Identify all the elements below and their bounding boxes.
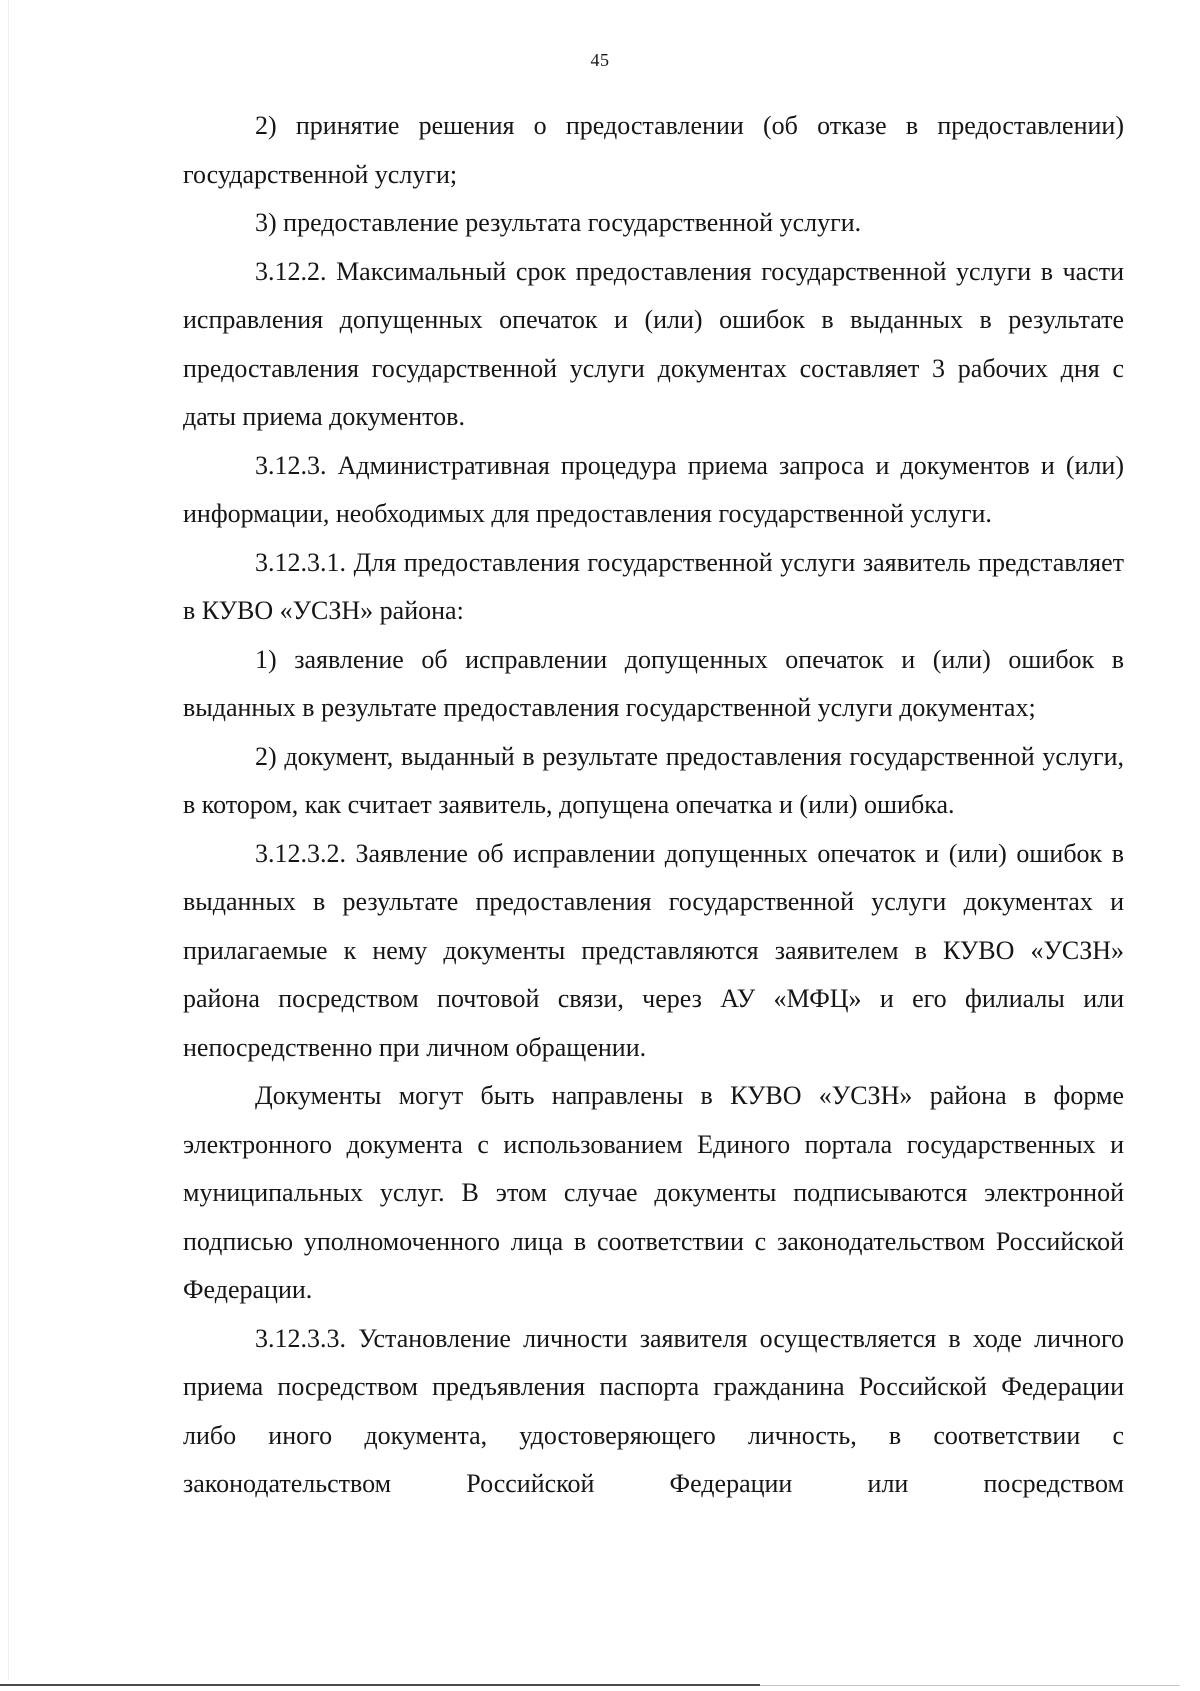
- paragraph-3-12-2: 3.12.2. Максимальный срок предоставления государственной услуги в части исправления допущенных опечаток и (или) ошибок в выданных в результате предоставления государственной услуги документах составляет 3 рабочих дня с даты приема документов.: [183, 256, 1124, 431]
- scan-bottom-edge: [0, 1684, 760, 1686]
- paragraph-3-12-3-1: 3.12.3.1. Для предоставления государственной услуги заявитель представляет в КУВО «УСЗН» района:: [183, 547, 1124, 625]
- list-item-document: 2) документ, выданный в результате предоставления государственной услуги, в котором, как считает заявитель, допущена опечатка и (или) ошибка.: [183, 741, 1124, 819]
- page-number: 45: [590, 50, 610, 70]
- paragraph-3-12-3-3: 3.12.3.3. Установление личности заявителя осуществляется в ходе личного приема посредством предъявления паспорта гражданина Российской Федерации либо иного документа, удостоверяющего личность, в соответствии с законодательством Российской Федерации или посредством: [183, 1323, 1124, 1498]
- document-body: [183, 102, 1124, 1509]
- scan-left-edge: [8, 0, 9, 1680]
- paragraph-3-12-3-2: 3.12.3.2. Заявление об исправлении допущенных опечаток и (или) ошибок в выданных в результате предоставления государственной услуги документах и прилагаемые к нему документы представляются заявителем в КУВО «УСЗН» района посредством почтовой связи, через АУ «МФЦ» и его филиалы или непосредственно при личном обращении.: [183, 838, 1124, 1062]
- paragraph-result: 3) предоставление результата государственной услуги.: [255, 208, 862, 237]
- scan-bottom-edge-faint: [760, 1685, 1180, 1686]
- paragraph-electronic-documents: Документы могут быть направлены в КУВО «УСЗН» района в форме электронного документа с использованием Единого портала государственных и муниципальных услуг. В этом случае документы подписываются электронной подписью уполномоченного лица в соответствии с законодательством Российской Федерации.: [183, 1081, 1124, 1304]
- paragraph-decision: 2) принятие решения о предоставлении (об отказе в предоставлении) государственной услуги;: [183, 111, 1124, 189]
- list-item-application: 1) заявление об исправлении допущенных опечаток и (или) ошибок в выданных в результате предоставления государственной услуги документах;: [183, 644, 1124, 722]
- paragraph-3-12-3: 3.12.3. Административная процедура приема запроса и документов и (или) информации, необходимых для предоставления государственной услуги.: [183, 450, 1124, 528]
